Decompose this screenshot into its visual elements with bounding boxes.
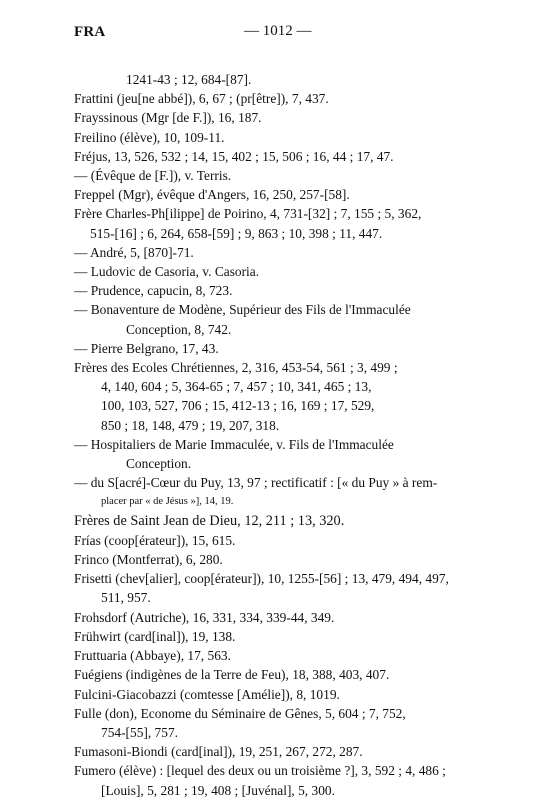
index-line: 515-[16] ; 6, 264, 658-[59] ; 9, 863 ; 10, 398 ; 11, 447. bbox=[90, 225, 383, 241]
running-header-section: FRA bbox=[74, 24, 106, 40]
index-entry: Fuégiens (indigènes de la Terre de Feu), 18, 388, 403, 407. bbox=[74, 667, 390, 683]
index-subentry: — Pierre Belgrano, 17, 43. bbox=[74, 340, 219, 356]
index-body bbox=[74, 70, 494, 800]
index-entry: Frinco (Montferrat), 6, 280. bbox=[74, 552, 223, 568]
page-number: — 1012 — bbox=[244, 23, 312, 39]
index-subentry: — Prudence, capucin, 8, 723. bbox=[74, 283, 233, 299]
index-line: 100, 103, 527, 706 ; 15, 412-13 ; 16, 169 ; 17, 529, bbox=[101, 398, 375, 414]
index-entry: Fumero (élève) : [lequel des deux ou un troisième ?], 3, 592 ; 4, 486 ; bbox=[74, 763, 446, 779]
index-line: 1241-43 ; 12, 684-[87]. bbox=[126, 72, 252, 87]
index-subentry: — André, 5, [870]-71. bbox=[74, 244, 194, 260]
index-line: Conception. bbox=[126, 456, 192, 472]
index-subentry: — Ludovic de Casoria, v. Casoria. bbox=[74, 264, 260, 280]
index-line: [Louis], 5, 281 ; 19, 408 ; [Juvénal], 5, 300. bbox=[101, 782, 335, 798]
index-entry: Frères des Ecoles Chrétiennes, 2, 316, 453-54, 561 ; 3, 499 ; bbox=[74, 360, 398, 376]
index-line: placer par « de Jésus »], 14, 19. bbox=[101, 496, 234, 508]
index-line: 850 ; 18, 148, 479 ; 19, 207, 318. bbox=[101, 417, 280, 433]
index-entry: Frattini (jeu[ne abbé]), 6, 67 ; (pr[être]), 7, 437. bbox=[74, 91, 329, 107]
index-entry: Frohsdorf (Autriche), 16, 331, 334, 339-44, 349. bbox=[74, 609, 335, 625]
index-subentry: — Bonaventure de Modène, Supérieur des Fils de l'Immaculée bbox=[74, 302, 411, 318]
index-entry: Fulcini-Giacobazzi (comtesse [Amélie]), 8, 1019. bbox=[74, 686, 340, 702]
index-subentry: — du S[acré]-Cœur du Puy, 13, 97 ; rectificatif : [« du Puy » à rem- bbox=[74, 475, 438, 491]
index-line: Conception, 8, 742. bbox=[126, 321, 232, 337]
index-entry: Frère Charles-Ph[ilippe] de Poirino, 4, 731-[32] ; 7, 155 ; 5, 362, bbox=[74, 206, 422, 222]
index-entry: Fumasoni-Biondi (card[inal]), 19, 251, 267, 272, 287. bbox=[74, 744, 363, 760]
index-subentry: — Hospitaliers de Marie Immaculée, v. Fils de l'Immaculée bbox=[74, 436, 394, 452]
index-line: 4, 140, 604 ; 5, 364-65 ; 7, 457 ; 10, 341, 465 ; 13, bbox=[101, 379, 372, 395]
index-entry: Frías (coop[érateur]), 15, 615. bbox=[74, 532, 236, 548]
index-entry: Freilino (élève), 10, 109-11. bbox=[74, 129, 225, 145]
index-entry: Frühwirt (card[inal]), 19, 138. bbox=[74, 628, 236, 644]
index-entry: Fruttuaria (Abbaye), 17, 563. bbox=[74, 648, 231, 664]
index-entry: Frères de Saint Jean de Dieu, 12, 211 ; 13, 320. bbox=[74, 512, 345, 529]
index-line: 754-[55], 757. bbox=[101, 724, 178, 740]
index-entry: Freppel (Mgr), évêque d'Angers, 16, 250, 257-[58]. bbox=[74, 187, 350, 203]
index-entry: Frisetti (chev[alier], coop[érateur]), 10, 1255-[56] ; 13, 479, 494, 497, bbox=[74, 571, 449, 587]
index-entry: Frayssinous (Mgr [de F.]), 16, 187. bbox=[74, 110, 262, 126]
index-entry: Fulle (don), Econome du Séminaire de Gênes, 5, 604 ; 7, 752, bbox=[74, 705, 406, 721]
index-line: 511, 957. bbox=[101, 590, 151, 606]
index-subentry: — (Évêque de [F.]), v. Terris. bbox=[74, 168, 232, 184]
index-entry: Fréjus, 13, 526, 532 ; 14, 15, 402 ; 15, 506 ; 16, 44 ; 17, 47. bbox=[74, 148, 394, 164]
